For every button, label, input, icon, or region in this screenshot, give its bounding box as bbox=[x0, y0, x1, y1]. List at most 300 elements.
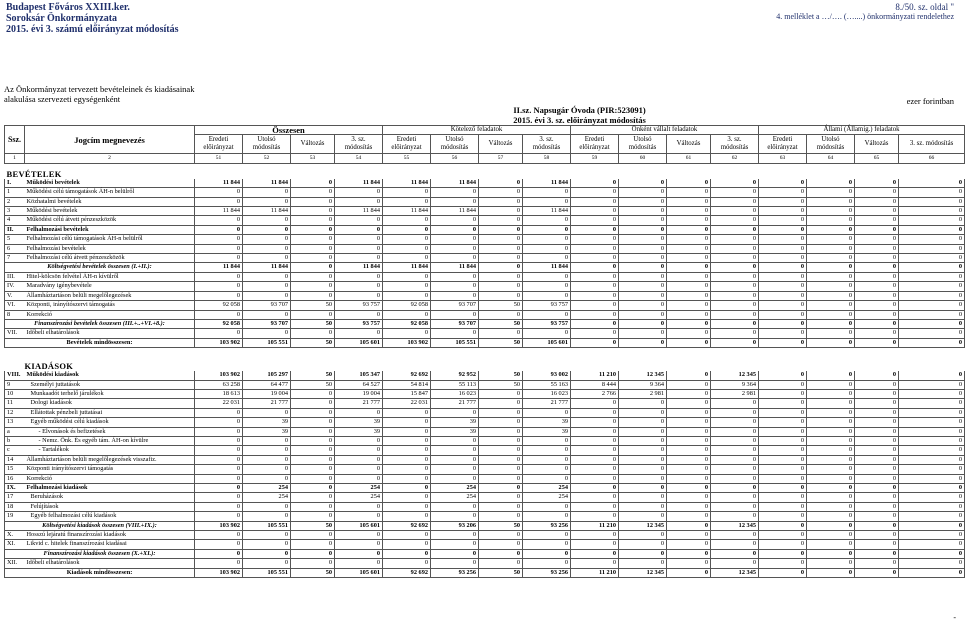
group-kotelezo: Kötelező feladatok bbox=[383, 126, 571, 135]
column-number: 58 bbox=[523, 154, 571, 163]
value-cell: 0 bbox=[431, 549, 479, 558]
value-cell: 0 bbox=[571, 188, 619, 197]
value-cell: 0 bbox=[855, 493, 899, 502]
value-cell: 254 bbox=[335, 493, 383, 502]
row-label: Működési bevételek bbox=[25, 207, 195, 216]
value-cell: 11 844 bbox=[243, 263, 291, 272]
value-cell: 0 bbox=[855, 465, 899, 474]
value-cell: 50 bbox=[479, 568, 523, 577]
row-label: Dologi kiadások bbox=[25, 399, 195, 408]
value-cell: 39 bbox=[335, 427, 383, 436]
row-ssz: VIII. bbox=[5, 371, 25, 380]
value-cell: 0 bbox=[195, 329, 243, 338]
table-row bbox=[5, 338, 965, 347]
unit-label: ezer forintban bbox=[906, 96, 954, 106]
table-row bbox=[5, 179, 965, 188]
value-cell: 0 bbox=[431, 282, 479, 291]
row-label: - Nemz. Önk. És egyéb tám. ÁH-on kívülre bbox=[25, 436, 195, 445]
row-ssz: 3 bbox=[5, 207, 25, 216]
value-cell: 0 bbox=[619, 465, 667, 474]
value-cell: 0 bbox=[523, 329, 571, 338]
value-cell: 0 bbox=[383, 484, 431, 493]
value-cell: 12 345 bbox=[619, 521, 667, 530]
value-cell: 0 bbox=[711, 207, 759, 216]
value-cell: 0 bbox=[855, 272, 899, 281]
value-cell: 0 bbox=[759, 197, 807, 206]
table-row bbox=[5, 310, 965, 319]
value-cell: 0 bbox=[711, 446, 759, 455]
row-ssz: a bbox=[5, 427, 25, 436]
value-cell: 12 345 bbox=[711, 521, 759, 530]
table-row bbox=[5, 235, 965, 244]
row-label: Maradvány igénybevétele bbox=[25, 282, 195, 291]
value-cell: 0 bbox=[383, 244, 431, 253]
value-cell: 0 bbox=[667, 282, 711, 291]
value-cell: 0 bbox=[571, 282, 619, 291]
subcol-header: Változás bbox=[291, 135, 335, 154]
value-cell: 11 844 bbox=[431, 179, 479, 188]
value-cell: 0 bbox=[243, 225, 291, 234]
value-cell: 0 bbox=[619, 549, 667, 558]
value-cell: 0 bbox=[243, 272, 291, 281]
subcol-header: 3. sz. módosítás bbox=[523, 135, 571, 154]
row-ssz: IX. bbox=[5, 484, 25, 493]
value-cell: 0 bbox=[899, 559, 965, 568]
value-cell: 0 bbox=[807, 399, 855, 408]
group-osszesen: Összesen bbox=[195, 126, 383, 135]
table-row bbox=[5, 389, 965, 398]
table-row bbox=[5, 216, 965, 225]
value-cell: 0 bbox=[571, 254, 619, 263]
subcol-header: Utolsó módosítás bbox=[243, 135, 291, 154]
value-cell: 12 345 bbox=[619, 371, 667, 380]
value-cell: 0 bbox=[243, 474, 291, 483]
value-cell: 0 bbox=[335, 225, 383, 234]
row-label: Finanszírozási kiadások összesen (X.+XI.): bbox=[5, 549, 195, 558]
value-cell: 0 bbox=[523, 291, 571, 300]
value-cell: 0 bbox=[335, 549, 383, 558]
table-row bbox=[5, 319, 965, 328]
value-cell: 0 bbox=[807, 263, 855, 272]
value-cell: 0 bbox=[619, 329, 667, 338]
value-cell: 50 bbox=[291, 521, 335, 530]
table-row bbox=[5, 493, 965, 502]
value-cell: 11 844 bbox=[195, 263, 243, 272]
value-cell: 0 bbox=[807, 436, 855, 445]
value-cell: 0 bbox=[523, 310, 571, 319]
value-cell: 0 bbox=[195, 512, 243, 521]
value-cell: 0 bbox=[711, 502, 759, 511]
value-cell: 21 777 bbox=[523, 399, 571, 408]
value-cell: 0 bbox=[899, 179, 965, 188]
subcol-header: 3. sz. módosítás bbox=[335, 135, 383, 154]
value-cell: 103 902 bbox=[195, 568, 243, 577]
budget-table bbox=[4, 105, 965, 578]
row-label: Felhalmozási bevételek bbox=[25, 244, 195, 253]
value-cell: 0 bbox=[711, 427, 759, 436]
value-cell: 0 bbox=[431, 436, 479, 445]
section-kiadasok: KIADÁSOK bbox=[24, 361, 74, 372]
value-cell: 105 297 bbox=[243, 371, 291, 380]
value-cell: 0 bbox=[855, 531, 899, 540]
table-row bbox=[5, 263, 965, 272]
row-label: Központi irányítószervi támogatás bbox=[25, 465, 195, 474]
value-cell: 0 bbox=[571, 197, 619, 206]
value-cell: 0 bbox=[291, 493, 335, 502]
value-cell: 93 256 bbox=[431, 568, 479, 577]
subtitle-line-1: Az Önkormányzat tervezett bevételeinek és kiadásainak bbox=[4, 84, 195, 94]
value-cell: 0 bbox=[807, 531, 855, 540]
value-cell: 0 bbox=[291, 272, 335, 281]
value-cell: 0 bbox=[855, 282, 899, 291]
value-cell: 0 bbox=[899, 291, 965, 300]
value-cell: 105 601 bbox=[523, 338, 571, 347]
value-cell: 0 bbox=[479, 225, 523, 234]
attachment-ref: 4. melléklet a …/…. (…....) önkormányzati rendelethez bbox=[776, 12, 954, 21]
value-cell: 0 bbox=[807, 207, 855, 216]
row-ssz: I. bbox=[5, 179, 25, 188]
value-cell: 0 bbox=[571, 291, 619, 300]
value-cell: 11 844 bbox=[383, 179, 431, 188]
value-cell: 92 058 bbox=[383, 301, 431, 310]
value-cell: 0 bbox=[195, 291, 243, 300]
value-cell: 0 bbox=[291, 549, 335, 558]
value-cell: 0 bbox=[523, 197, 571, 206]
value-cell: 0 bbox=[479, 244, 523, 253]
value-cell: 0 bbox=[383, 310, 431, 319]
value-cell: 21 777 bbox=[431, 399, 479, 408]
row-label: Kiadások mindösszesen: bbox=[5, 568, 195, 577]
value-cell: 0 bbox=[711, 329, 759, 338]
value-cell: 0 bbox=[479, 329, 523, 338]
value-cell: 21 777 bbox=[243, 399, 291, 408]
value-cell: 0 bbox=[523, 216, 571, 225]
value-cell: 0 bbox=[195, 310, 243, 319]
table-row bbox=[5, 244, 965, 253]
value-cell: 50 bbox=[479, 319, 523, 328]
value-cell: 0 bbox=[711, 319, 759, 328]
value-cell: 0 bbox=[899, 408, 965, 417]
value-cell: 0 bbox=[759, 301, 807, 310]
value-cell: 254 bbox=[431, 484, 479, 493]
value-cell: 93 707 bbox=[243, 301, 291, 310]
value-cell: 0 bbox=[855, 263, 899, 272]
value-cell: 0 bbox=[855, 329, 899, 338]
value-cell: 0 bbox=[383, 282, 431, 291]
value-cell: 0 bbox=[619, 319, 667, 328]
value-cell: 0 bbox=[479, 272, 523, 281]
value-cell: 0 bbox=[711, 272, 759, 281]
value-cell: 0 bbox=[335, 310, 383, 319]
value-cell: 0 bbox=[899, 329, 965, 338]
value-cell: 0 bbox=[619, 282, 667, 291]
value-cell: 0 bbox=[571, 502, 619, 511]
value-cell: 0 bbox=[243, 254, 291, 263]
value-cell: 0 bbox=[667, 408, 711, 417]
value-cell: 0 bbox=[759, 216, 807, 225]
value-cell: 0 bbox=[335, 455, 383, 464]
value-cell: 0 bbox=[619, 484, 667, 493]
table-row bbox=[5, 446, 965, 455]
value-cell: 11 844 bbox=[243, 179, 291, 188]
value-cell: 0 bbox=[807, 512, 855, 521]
value-cell: 11 844 bbox=[523, 263, 571, 272]
value-cell: 0 bbox=[571, 235, 619, 244]
column-number: 66 bbox=[899, 154, 965, 163]
value-cell: 0 bbox=[195, 418, 243, 427]
value-cell: 0 bbox=[759, 282, 807, 291]
value-cell: 0 bbox=[899, 465, 965, 474]
column-number: 59 bbox=[571, 154, 619, 163]
value-cell: 0 bbox=[291, 179, 335, 188]
value-cell: 0 bbox=[855, 427, 899, 436]
subcol-header: Változás bbox=[855, 135, 899, 154]
column-number: 51 bbox=[195, 154, 243, 163]
value-cell: 0 bbox=[243, 310, 291, 319]
value-cell: 11 210 bbox=[571, 371, 619, 380]
value-cell: 0 bbox=[759, 531, 807, 540]
value-cell: 0 bbox=[291, 484, 335, 493]
value-cell: 0 bbox=[899, 301, 965, 310]
value-cell: 0 bbox=[195, 188, 243, 197]
value-cell: 0 bbox=[571, 272, 619, 281]
table-row bbox=[5, 254, 965, 263]
value-cell: 0 bbox=[243, 465, 291, 474]
value-cell: 0 bbox=[619, 216, 667, 225]
value-cell: 0 bbox=[571, 531, 619, 540]
value-cell: 55 113 bbox=[431, 380, 479, 389]
value-cell: 0 bbox=[335, 446, 383, 455]
value-cell: 0 bbox=[667, 549, 711, 558]
subcol-header: Utolsó módosítás bbox=[431, 135, 479, 154]
value-cell: 0 bbox=[383, 493, 431, 502]
value-cell: 0 bbox=[335, 272, 383, 281]
value-cell: 0 bbox=[855, 474, 899, 483]
value-cell: 0 bbox=[243, 446, 291, 455]
value-cell: 0 bbox=[479, 216, 523, 225]
value-cell: 0 bbox=[571, 399, 619, 408]
value-cell: 0 bbox=[667, 301, 711, 310]
value-cell: 0 bbox=[619, 427, 667, 436]
value-cell: 0 bbox=[899, 380, 965, 389]
subcol-header: 3. sz. módosítás bbox=[711, 135, 759, 154]
value-cell: 0 bbox=[243, 188, 291, 197]
value-cell: 0 bbox=[243, 531, 291, 540]
value-cell: 0 bbox=[523, 436, 571, 445]
value-cell: 0 bbox=[479, 559, 523, 568]
value-cell: 0 bbox=[759, 436, 807, 445]
value-cell: 254 bbox=[523, 484, 571, 493]
value-cell: 0 bbox=[195, 559, 243, 568]
value-cell: 0 bbox=[195, 254, 243, 263]
row-ssz: 19 bbox=[5, 512, 25, 521]
value-cell: 0 bbox=[291, 254, 335, 263]
value-cell: 0 bbox=[571, 301, 619, 310]
value-cell: 0 bbox=[291, 559, 335, 568]
value-cell: 0 bbox=[195, 531, 243, 540]
value-cell: 0 bbox=[667, 465, 711, 474]
row-label: Ellátottak pénzbeli juttatásai bbox=[25, 408, 195, 417]
row-ssz: XII. bbox=[5, 559, 25, 568]
column-number: 54 bbox=[335, 154, 383, 163]
value-cell: 103 902 bbox=[195, 371, 243, 380]
value-cell: 0 bbox=[899, 512, 965, 521]
value-cell: 0 bbox=[479, 446, 523, 455]
value-cell: 0 bbox=[571, 484, 619, 493]
page-ref: 8./50. sz. oldal " bbox=[895, 2, 954, 12]
value-cell: 254 bbox=[335, 484, 383, 493]
table-row bbox=[5, 371, 965, 380]
value-cell: 0 bbox=[335, 512, 383, 521]
row-ssz: III. bbox=[5, 272, 25, 281]
value-cell: 0 bbox=[807, 568, 855, 577]
column-number: 53 bbox=[291, 154, 335, 163]
ssz-header: Ssz. bbox=[5, 126, 25, 154]
value-cell: 0 bbox=[195, 493, 243, 502]
value-cell: 0 bbox=[291, 235, 335, 244]
value-cell: 0 bbox=[759, 493, 807, 502]
value-cell: 39 bbox=[523, 418, 571, 427]
value-cell: 0 bbox=[383, 188, 431, 197]
value-cell: 0 bbox=[291, 216, 335, 225]
value-cell: 0 bbox=[667, 399, 711, 408]
value-cell: 0 bbox=[195, 484, 243, 493]
value-cell: 0 bbox=[855, 484, 899, 493]
value-cell: 0 bbox=[335, 188, 383, 197]
value-cell: 0 bbox=[243, 559, 291, 568]
value-cell: 0 bbox=[431, 272, 479, 281]
value-cell: 0 bbox=[899, 484, 965, 493]
subtitle-line-2: alakulása szervezeti egységenként bbox=[4, 94, 121, 104]
value-cell: 0 bbox=[195, 272, 243, 281]
value-cell: 0 bbox=[619, 436, 667, 445]
value-cell: 0 bbox=[807, 502, 855, 511]
value-cell: 0 bbox=[195, 235, 243, 244]
value-cell: 50 bbox=[291, 380, 335, 389]
value-cell: 0 bbox=[291, 329, 335, 338]
value-cell: 0 bbox=[571, 559, 619, 568]
value-cell: 0 bbox=[711, 531, 759, 540]
value-cell: 0 bbox=[899, 254, 965, 263]
value-cell: 0 bbox=[195, 244, 243, 253]
value-cell: 0 bbox=[667, 244, 711, 253]
value-cell: 11 844 bbox=[195, 207, 243, 216]
value-cell: 0 bbox=[807, 235, 855, 244]
value-cell: 0 bbox=[291, 446, 335, 455]
value-cell: 0 bbox=[291, 225, 335, 234]
row-ssz: XI. bbox=[5, 540, 25, 549]
row-label: Likvid c. hitelek finanszírozási kiadásai bbox=[25, 540, 195, 549]
value-cell: 0 bbox=[667, 559, 711, 568]
value-cell: 0 bbox=[571, 310, 619, 319]
value-cell: 64 527 bbox=[335, 380, 383, 389]
row-ssz: 18 bbox=[5, 502, 25, 511]
value-cell: 0 bbox=[195, 540, 243, 549]
value-cell: 0 bbox=[243, 282, 291, 291]
value-cell: 105 601 bbox=[335, 568, 383, 577]
value-cell: 0 bbox=[195, 474, 243, 483]
value-cell: 0 bbox=[523, 549, 571, 558]
value-cell: 0 bbox=[383, 235, 431, 244]
value-cell: 93 757 bbox=[523, 301, 571, 310]
table-row bbox=[5, 455, 965, 464]
value-cell: 0 bbox=[479, 502, 523, 511]
value-cell: 0 bbox=[807, 418, 855, 427]
value-cell: 15 847 bbox=[383, 389, 431, 398]
value-cell: 0 bbox=[807, 380, 855, 389]
value-cell: 0 bbox=[855, 301, 899, 310]
value-cell: 0 bbox=[571, 493, 619, 502]
value-cell: 0 bbox=[619, 207, 667, 216]
row-label: Egyéb felhalmozási célú kiadások bbox=[25, 512, 195, 521]
value-cell: 92 058 bbox=[195, 301, 243, 310]
table-row bbox=[5, 465, 965, 474]
value-cell: 0 bbox=[619, 399, 667, 408]
value-cell: 0 bbox=[619, 540, 667, 549]
column-number: 56 bbox=[431, 154, 479, 163]
modification-title: 2015. évi 3. sz. előirányzat módosítás bbox=[513, 114, 646, 125]
column-number: 62 bbox=[711, 154, 759, 163]
value-cell: 0 bbox=[479, 484, 523, 493]
table-row bbox=[5, 502, 965, 511]
value-cell: 0 bbox=[855, 371, 899, 380]
value-cell: 0 bbox=[759, 188, 807, 197]
row-label: Felhalmozási kiadások bbox=[25, 484, 195, 493]
subcol-header: Eredeti előirányzat bbox=[195, 135, 243, 154]
value-cell: 0 bbox=[571, 512, 619, 521]
value-cell: 0 bbox=[899, 568, 965, 577]
value-cell: 105 601 bbox=[335, 338, 383, 347]
value-cell: 0 bbox=[711, 244, 759, 253]
value-cell: 0 bbox=[431, 197, 479, 206]
value-cell: 0 bbox=[855, 380, 899, 389]
value-cell: 0 bbox=[571, 179, 619, 188]
value-cell: 0 bbox=[711, 225, 759, 234]
value-cell: 0 bbox=[291, 408, 335, 417]
value-cell: 0 bbox=[667, 389, 711, 398]
value-cell: 0 bbox=[383, 559, 431, 568]
value-cell: 0 bbox=[711, 263, 759, 272]
value-cell: 0 bbox=[571, 263, 619, 272]
value-cell: 0 bbox=[431, 559, 479, 568]
value-cell: 55 163 bbox=[523, 380, 571, 389]
value-cell: 0 bbox=[243, 502, 291, 511]
value-cell: 0 bbox=[899, 371, 965, 380]
value-cell: 0 bbox=[291, 427, 335, 436]
value-cell: 0 bbox=[855, 568, 899, 577]
org-header bbox=[6, 2, 179, 35]
value-cell: 0 bbox=[335, 282, 383, 291]
table-row bbox=[5, 418, 965, 427]
org-line-1: Budapest Főváros XXIII.ker. bbox=[6, 2, 130, 13]
row-label: Korrekció bbox=[25, 310, 195, 319]
value-cell: 0 bbox=[335, 408, 383, 417]
row-ssz: 11 bbox=[5, 399, 25, 408]
value-cell: 0 bbox=[807, 521, 855, 530]
value-cell: 50 bbox=[291, 568, 335, 577]
row-ssz: 6 bbox=[5, 244, 25, 253]
value-cell: 0 bbox=[807, 310, 855, 319]
value-cell: 0 bbox=[855, 188, 899, 197]
value-cell: 0 bbox=[291, 531, 335, 540]
value-cell: 0 bbox=[855, 521, 899, 530]
value-cell: 0 bbox=[667, 291, 711, 300]
value-cell: 0 bbox=[855, 291, 899, 300]
value-cell: 0 bbox=[899, 338, 965, 347]
value-cell: 0 bbox=[899, 549, 965, 558]
value-cell: 254 bbox=[243, 484, 291, 493]
row-ssz: 12 bbox=[5, 408, 25, 417]
